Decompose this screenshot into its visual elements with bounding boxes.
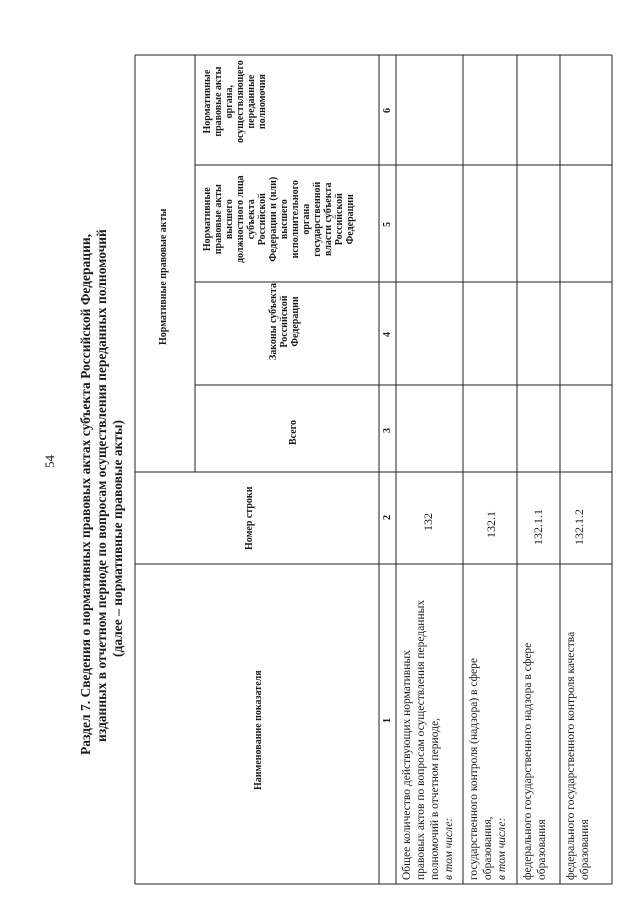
header-npa-group: Нормативные правовые акты: [158, 208, 169, 345]
header-laws: Законы субъекта Российской Федерации: [268, 283, 301, 360]
header-highest-official-acts: Нормативные правовые акты высшего должностного лица субъекта Российской Федерации и (или) высшего исполнительного органа государственной власти субъекта Российской Федерации: [202, 175, 356, 263]
column-number-5: 5: [382, 222, 393, 227]
column-number-3: 3: [382, 428, 393, 433]
page-number: 54: [42, 455, 57, 468]
column-number-4: 4: [382, 332, 393, 337]
table-row-label: Общее количество действующих нормативных правовых актов по вопросам осуществления переданных полномочий в отчетном периоде, в том числе:: [401, 599, 455, 880]
header-indicator-name: Наименование показателя: [253, 670, 264, 790]
row-code: 132.1.1: [531, 509, 545, 545]
row-code: 132.1.2: [572, 509, 586, 545]
row-code: 132: [421, 513, 435, 531]
column-number-6: 6: [382, 108, 393, 113]
section-title-line-3: (далее – нормативные правовые акты): [110, 419, 125, 657]
section-title-line-2: изданных в отчетном периоде по вопросам осуществления переданных полномочий: [94, 229, 109, 742]
table-row-label: федерального государственного надзора в сфере образования: [522, 642, 548, 880]
column-number-1: 1: [382, 718, 393, 723]
section-title-line-1: Раздел 7. Сведения о нормативных правовых актах субъекта Российской Федерации,: [78, 233, 93, 755]
header-authorized-body-acts: Нормативные правовые акты органа, осуществляющего переданные полномочия: [202, 60, 268, 143]
header-total: Всего: [288, 420, 299, 445]
row-code: 132.1: [484, 511, 498, 538]
table-row-label: федерального государственного контроля качества образования: [565, 631, 591, 880]
table-row-label: государственного контроля (надзора) в сфере образования, в том числе:: [468, 657, 508, 880]
header-row-number: Номер строки: [244, 486, 255, 550]
column-number-2: 2: [382, 515, 393, 520]
